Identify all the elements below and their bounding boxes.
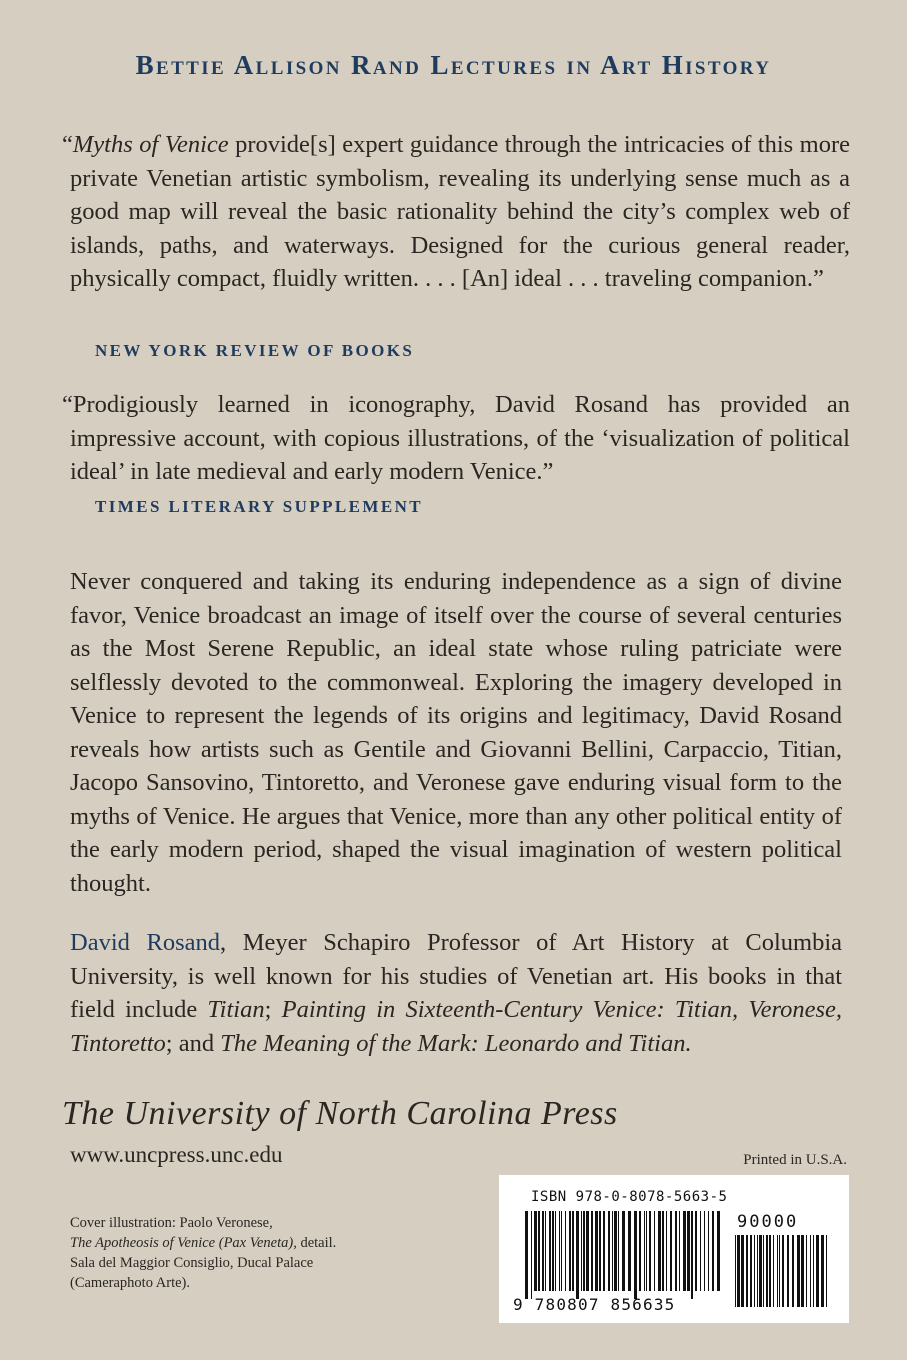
barcode-bar	[759, 1235, 762, 1307]
barcode-bar	[614, 1211, 617, 1291]
book-description: Never conquered and taking its enduring independence as a sign of divine favor, Venice broadcast an image of itself over the course of several centuries as the Most Serene Republic, an ideal state whose ruling patriciate were selflessly devoted to the commonweal. Exploring the imagery developed in Venice to represent the legends of its origins and legitimacy, David Rosand reveals how artists such as Gentile and Giovanni Bellini, Carpaccio, Titian, Jacopo Sansovino, Tintoretto, and Veronese gave enduring visual form to the myths of Venice. He argues that Venice, more than any other political entity of the early modern period, shaped the visual imagination of western political thought.	[70, 568, 842, 897]
barcode-bar	[821, 1235, 824, 1307]
barcode-bar	[545, 1211, 546, 1291]
review-source-1: NEW YORK REVIEW OF BOOKS	[95, 341, 415, 360]
barcode-bar	[666, 1211, 667, 1291]
barcode-bar	[608, 1211, 610, 1291]
barcode-bar	[569, 1211, 571, 1291]
barcode-bar	[787, 1235, 789, 1307]
printed-in: Printed in U.S.A.	[743, 1152, 847, 1168]
barcode-bar	[552, 1211, 554, 1291]
barcode-bar	[591, 1211, 593, 1291]
barcode-bar	[813, 1235, 814, 1307]
barcode-bar	[534, 1211, 537, 1291]
barcode-bar	[583, 1211, 585, 1291]
bio-sep-2: ; and	[165, 1029, 221, 1057]
barcode-bar	[658, 1211, 661, 1291]
barcode-bar	[649, 1211, 651, 1291]
barcode-bar	[603, 1211, 605, 1291]
barcode-bar	[750, 1235, 752, 1307]
barcode-bar	[644, 1211, 645, 1291]
isbn-label: ISBN 978-0-8078-5663-5	[531, 1189, 728, 1205]
barcode-bar	[708, 1211, 709, 1291]
barcode-bar	[565, 1211, 566, 1291]
barcode-bar	[549, 1211, 551, 1291]
barcode-bar	[687, 1211, 690, 1291]
barcode-bar	[538, 1211, 540, 1291]
cover-credit-line-2: , detail.	[293, 1235, 337, 1251]
barcode-bar	[531, 1211, 532, 1299]
cover-credit-line-4: (Cameraphoto Arte).	[70, 1275, 190, 1291]
cover-credit-line-3: Sala del Maggior Consiglio, Ducal Palace	[70, 1255, 314, 1271]
bio-sep-1: ;	[264, 996, 282, 1023]
barcode-bar	[777, 1235, 778, 1307]
review-quote-2: “Prodigiously learned in iconography, David Rosand has provided an impressive account, with copious illustrations, of the ‘visualization of political ideal’ in late medieval and early modern Venice.”	[62, 391, 850, 485]
barcode-bar	[779, 1235, 780, 1307]
barcode-bar	[816, 1235, 819, 1307]
barcode-bar	[561, 1211, 562, 1291]
barcode-bar	[810, 1235, 811, 1307]
barcode-bar	[801, 1235, 804, 1307]
barcode-bar	[639, 1211, 641, 1291]
barcode-bar	[741, 1235, 744, 1307]
barcode-bar	[683, 1211, 686, 1291]
barcode-bar	[782, 1235, 784, 1307]
barcode-bar	[704, 1211, 705, 1291]
author-name: David Rosand	[70, 929, 220, 956]
bio-book-1: Titian	[207, 996, 265, 1023]
barcode-bar	[737, 1235, 740, 1307]
review-quote-1: “Myths of Venice provide[s] expert guidance through the intricacies of this more private Venetian artistic symbolism, revealing its underlying sense much as a good map will reveal the basic rationality behind the city’s complex web of islands, paths, and waterways. Designed for the curious general reader, physically compact, fluidly written. . . . [An] ideal . . . traveling companion.”	[62, 131, 850, 292]
barcode-bar	[612, 1211, 613, 1291]
barcode-bar	[754, 1235, 755, 1307]
bio-book-3: The Meaning of the Mark: Leonardo and Titian.	[220, 1029, 692, 1057]
review-source-2: TIMES LITERARY SUPPLEMENT	[95, 497, 423, 516]
barcode-bar	[792, 1235, 794, 1307]
barcode-bar	[525, 1211, 528, 1299]
barcode-bar	[586, 1211, 589, 1291]
barcode-bar	[773, 1235, 774, 1307]
barcode-bar	[679, 1211, 680, 1291]
review-quote-1-text: provide[s] expert guidance through the intricacies of this more private Venetian artistic symbolism, revealing its underlying sense much as a good map will reveal the basic rationality behind the city’s complex web of islands, paths, and waterways. Designed for the curious general reader, physically compact, fluidly written. . . . [An] ideal . . . traveling companion.”	[70, 131, 850, 292]
barcode-bar	[746, 1235, 748, 1307]
addon-barcode	[735, 1235, 829, 1315]
barcode-bar	[763, 1235, 764, 1307]
barcode-bar	[618, 1211, 619, 1291]
barcode-bar	[735, 1235, 736, 1307]
barcode-bar	[757, 1235, 758, 1307]
barcode-bar	[628, 1211, 631, 1291]
barcode-bar	[555, 1211, 556, 1291]
barcode-bar	[670, 1211, 672, 1291]
barcode-bar	[826, 1235, 827, 1307]
barcode-bar	[769, 1235, 771, 1307]
barcode-bar	[797, 1235, 800, 1307]
barcode-bar	[662, 1211, 664, 1291]
ean-barcode	[525, 1211, 721, 1299]
barcode-bar	[766, 1235, 768, 1307]
barcode-bar	[717, 1211, 720, 1291]
price-code: 90000	[737, 1212, 799, 1232]
barcode-bar	[622, 1211, 625, 1291]
author-bio	[70, 926, 842, 1060]
bio-book-2: Painting in Sixteenth-Century Venice: Titian, Veronese, Tintoretto	[70, 996, 842, 1057]
publisher-logo: The University of North Carolina Press	[62, 1095, 618, 1132]
barcode-bar	[700, 1211, 701, 1291]
barcode-bar	[559, 1211, 560, 1291]
cover-credit	[70, 1213, 390, 1293]
barcode-bar	[595, 1211, 598, 1291]
barcode-bar	[675, 1211, 677, 1291]
barcode-bar	[572, 1211, 574, 1291]
publisher-url: www.uncpress.unc.edu	[70, 1142, 283, 1167]
ean-digits: 9 780807 856635	[513, 1295, 676, 1314]
barcode-bar	[581, 1211, 582, 1291]
cover-credit-title: The Apotheosis of Venice (Pax Veneta)	[70, 1235, 294, 1251]
series-title: Bettie Allison Rand Lectures in Art History	[135, 50, 772, 80]
barcode-bar	[599, 1211, 601, 1291]
barcode-bar	[654, 1211, 655, 1291]
review-quote-1-title: Myths of Venice	[72, 131, 229, 158]
barcode-bar	[691, 1211, 693, 1299]
bio-text: , Meyer Schapiro Professor of Art History at Columbia University, is well known for his studies of Venetian art. His books in that field include	[70, 929, 843, 1023]
barcode-bar	[576, 1211, 579, 1299]
cover-credit-line-1: Cover illustration: Paolo Veronese,	[70, 1215, 273, 1231]
barcode-bar	[695, 1211, 697, 1291]
barcode-bar	[806, 1235, 807, 1307]
barcode-bar	[712, 1211, 714, 1291]
barcode-bar	[634, 1211, 637, 1299]
barcode-box	[499, 1175, 849, 1323]
barcode-bar	[646, 1211, 647, 1291]
barcode-bar	[542, 1211, 544, 1291]
